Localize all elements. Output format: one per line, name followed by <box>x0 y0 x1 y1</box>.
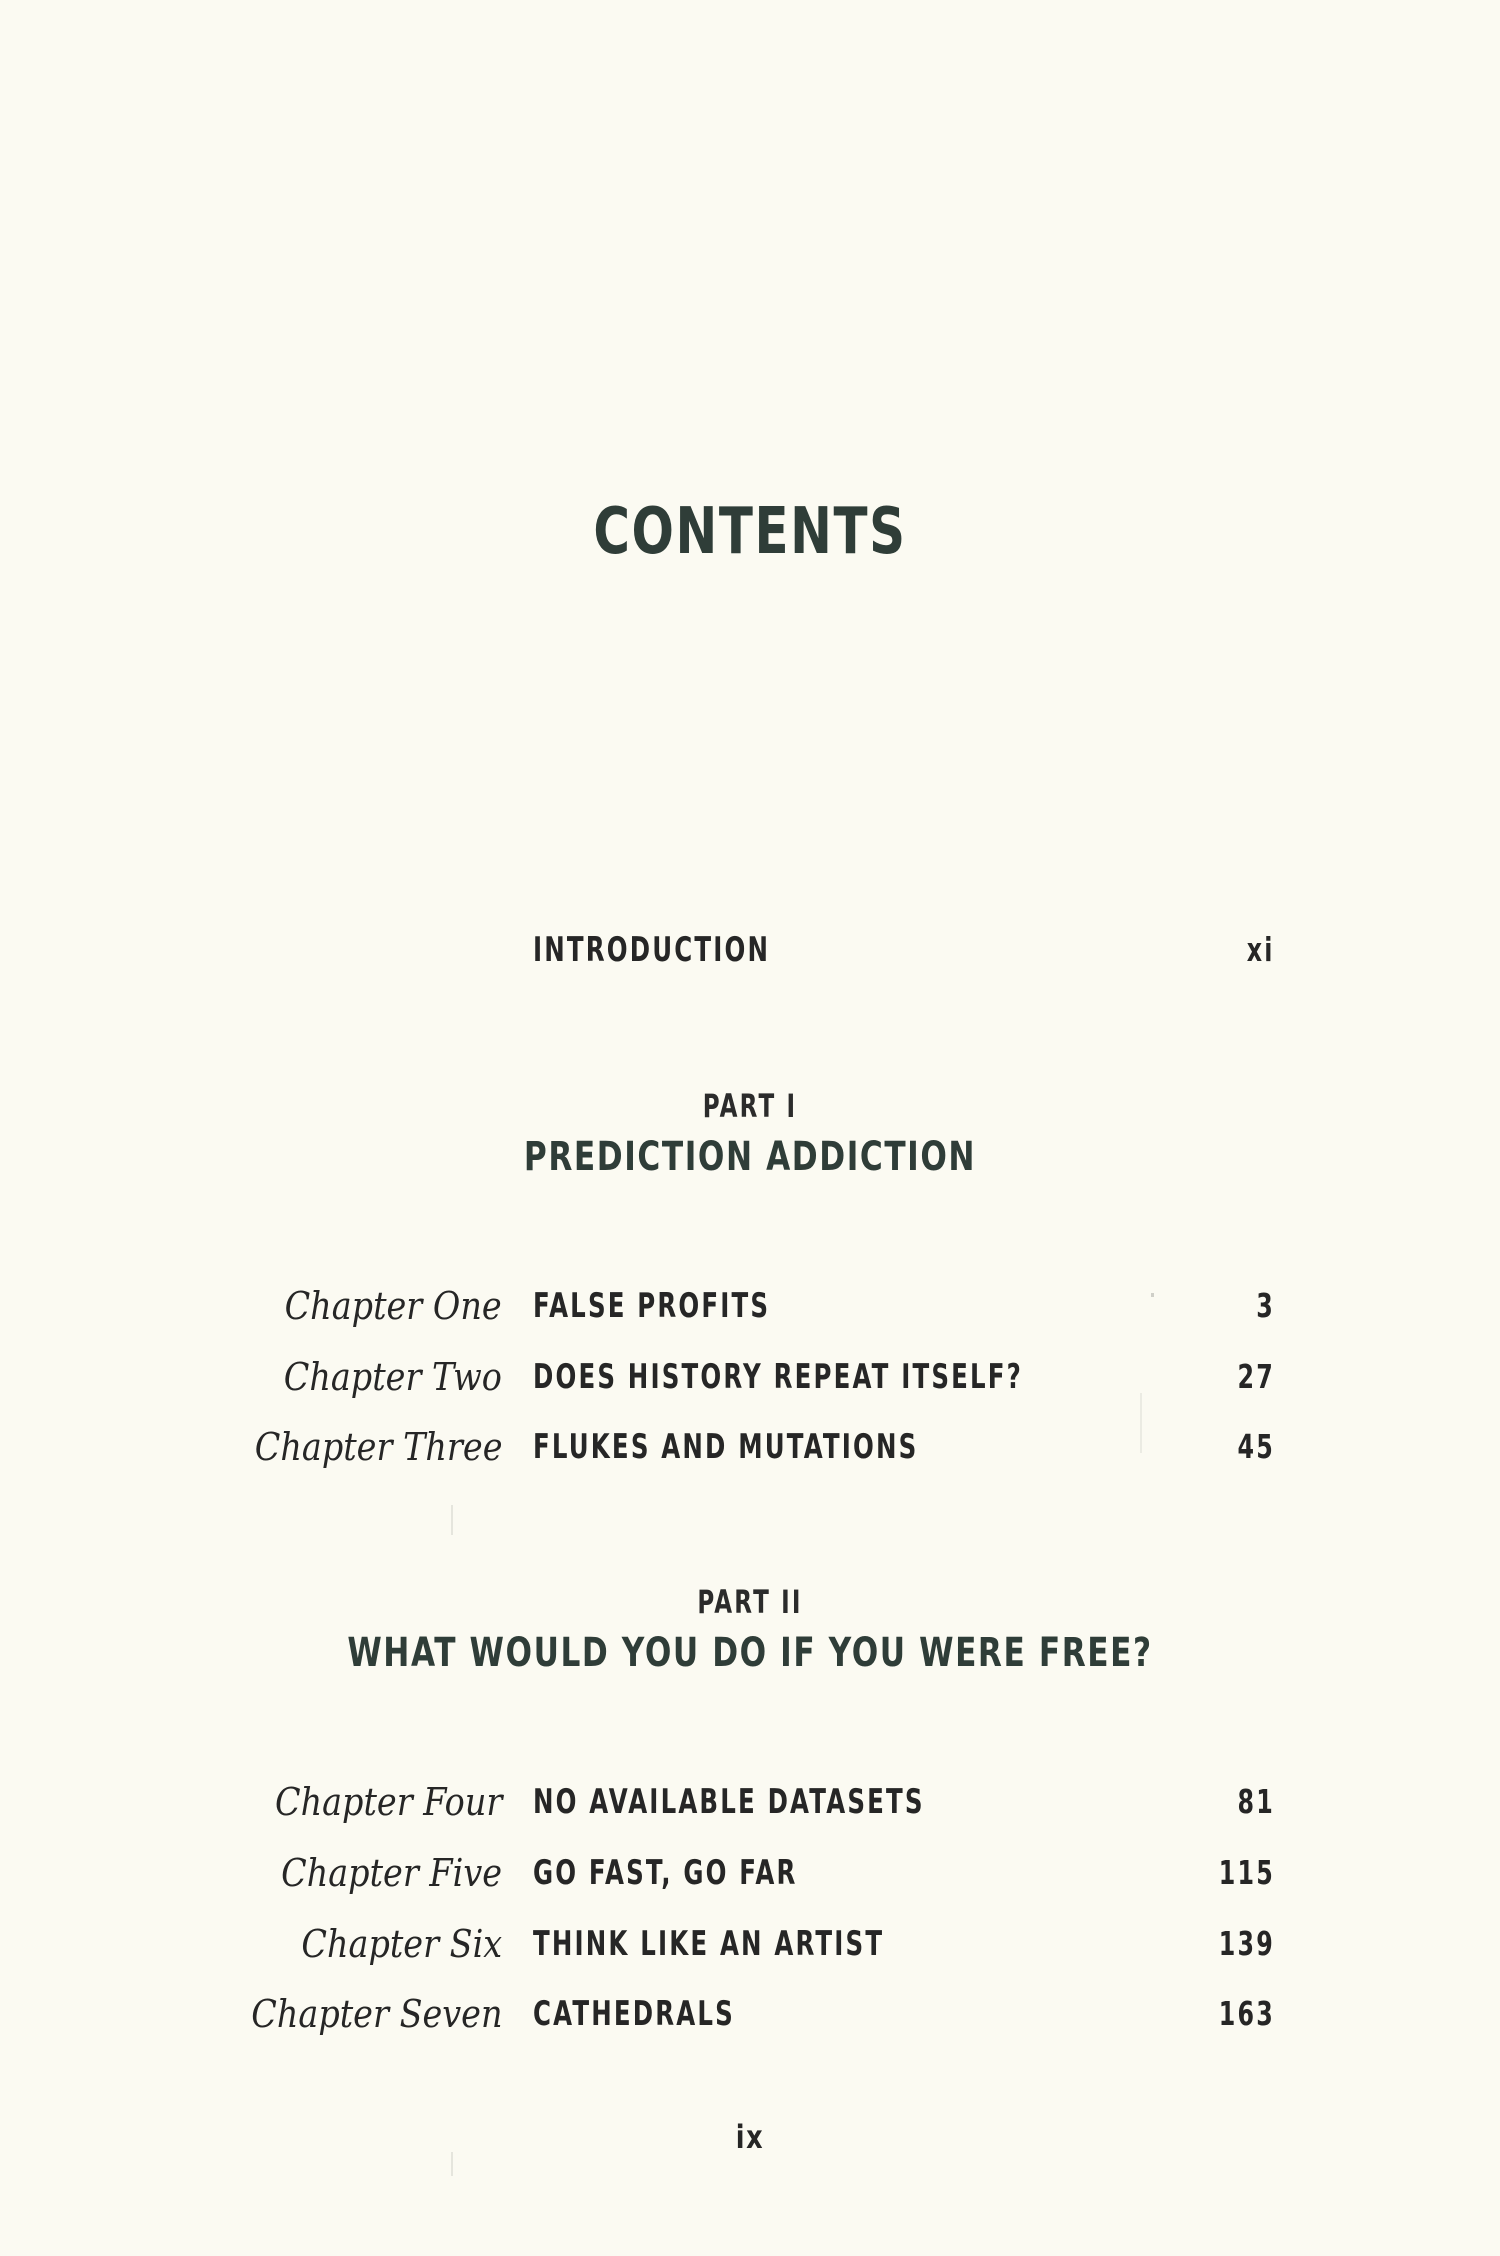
part-title: PREDICTION ADDICTION <box>523 1134 977 1180</box>
part-label: PART II <box>697 1583 803 1621</box>
part-label: PART I <box>702 1087 798 1125</box>
chapter-page: 45 <box>1237 1427 1275 1466</box>
toc-entry <box>0 1417 1500 1477</box>
chapter-page: 163 <box>1218 1994 1275 2033</box>
chapter-page: 27 <box>1237 1357 1275 1396</box>
toc-entry <box>0 1276 1500 1336</box>
chapter-title: FALSE PROFITS <box>533 1286 771 1326</box>
toc-entry <box>0 1914 1500 1974</box>
chapter-title: THINK LIKE AN ARTIST <box>533 1924 885 1964</box>
chapter-label: Chapter Six <box>301 1922 502 1966</box>
chapter-title: NO AVAILABLE DATASETS <box>533 1782 925 1822</box>
chapter-label: Chapter Four <box>274 1780 502 1824</box>
chapter-label: Chapter Three <box>254 1425 502 1469</box>
chapter-label: Chapter One <box>284 1284 502 1328</box>
toc-entry <box>0 1772 1500 1832</box>
scan-speck <box>1140 1393 1142 1453</box>
entry-title: INTRODUCTION <box>533 930 771 970</box>
chapter-title: FLUKES AND MUTATIONS <box>533 1427 919 1467</box>
chapter-label: Chapter Two <box>283 1355 502 1399</box>
toc-entry <box>0 1843 1500 1903</box>
entry-page: xi <box>1247 930 1275 969</box>
page-title: CONTENTS <box>593 495 907 569</box>
part-title: WHAT WOULD YOU DO IF YOU WERE FREE? <box>347 1630 1153 1676</box>
chapter-title: CATHEDRALS <box>533 1994 735 2034</box>
scan-speck <box>451 2152 453 2176</box>
toc-entry-introduction <box>0 920 1500 980</box>
toc-entry <box>0 1347 1500 1407</box>
chapter-title: GO FAST, GO FAR <box>533 1853 798 1893</box>
page-number: ix <box>735 2118 765 2156</box>
chapter-page: 81 <box>1237 1782 1275 1821</box>
scan-speck <box>1151 1293 1154 1297</box>
chapter-page: 139 <box>1218 1924 1275 1963</box>
chapter-page: 3 <box>1256 1286 1275 1325</box>
chapter-label: Chapter Seven <box>250 1992 502 2036</box>
chapter-label: Chapter Five <box>281 1851 502 1895</box>
scan-speck <box>451 1505 453 1535</box>
toc-entry <box>0 1984 1500 2044</box>
chapter-page: 115 <box>1218 1853 1275 1892</box>
chapter-title: DOES HISTORY REPEAT ITSELF? <box>533 1357 1024 1397</box>
